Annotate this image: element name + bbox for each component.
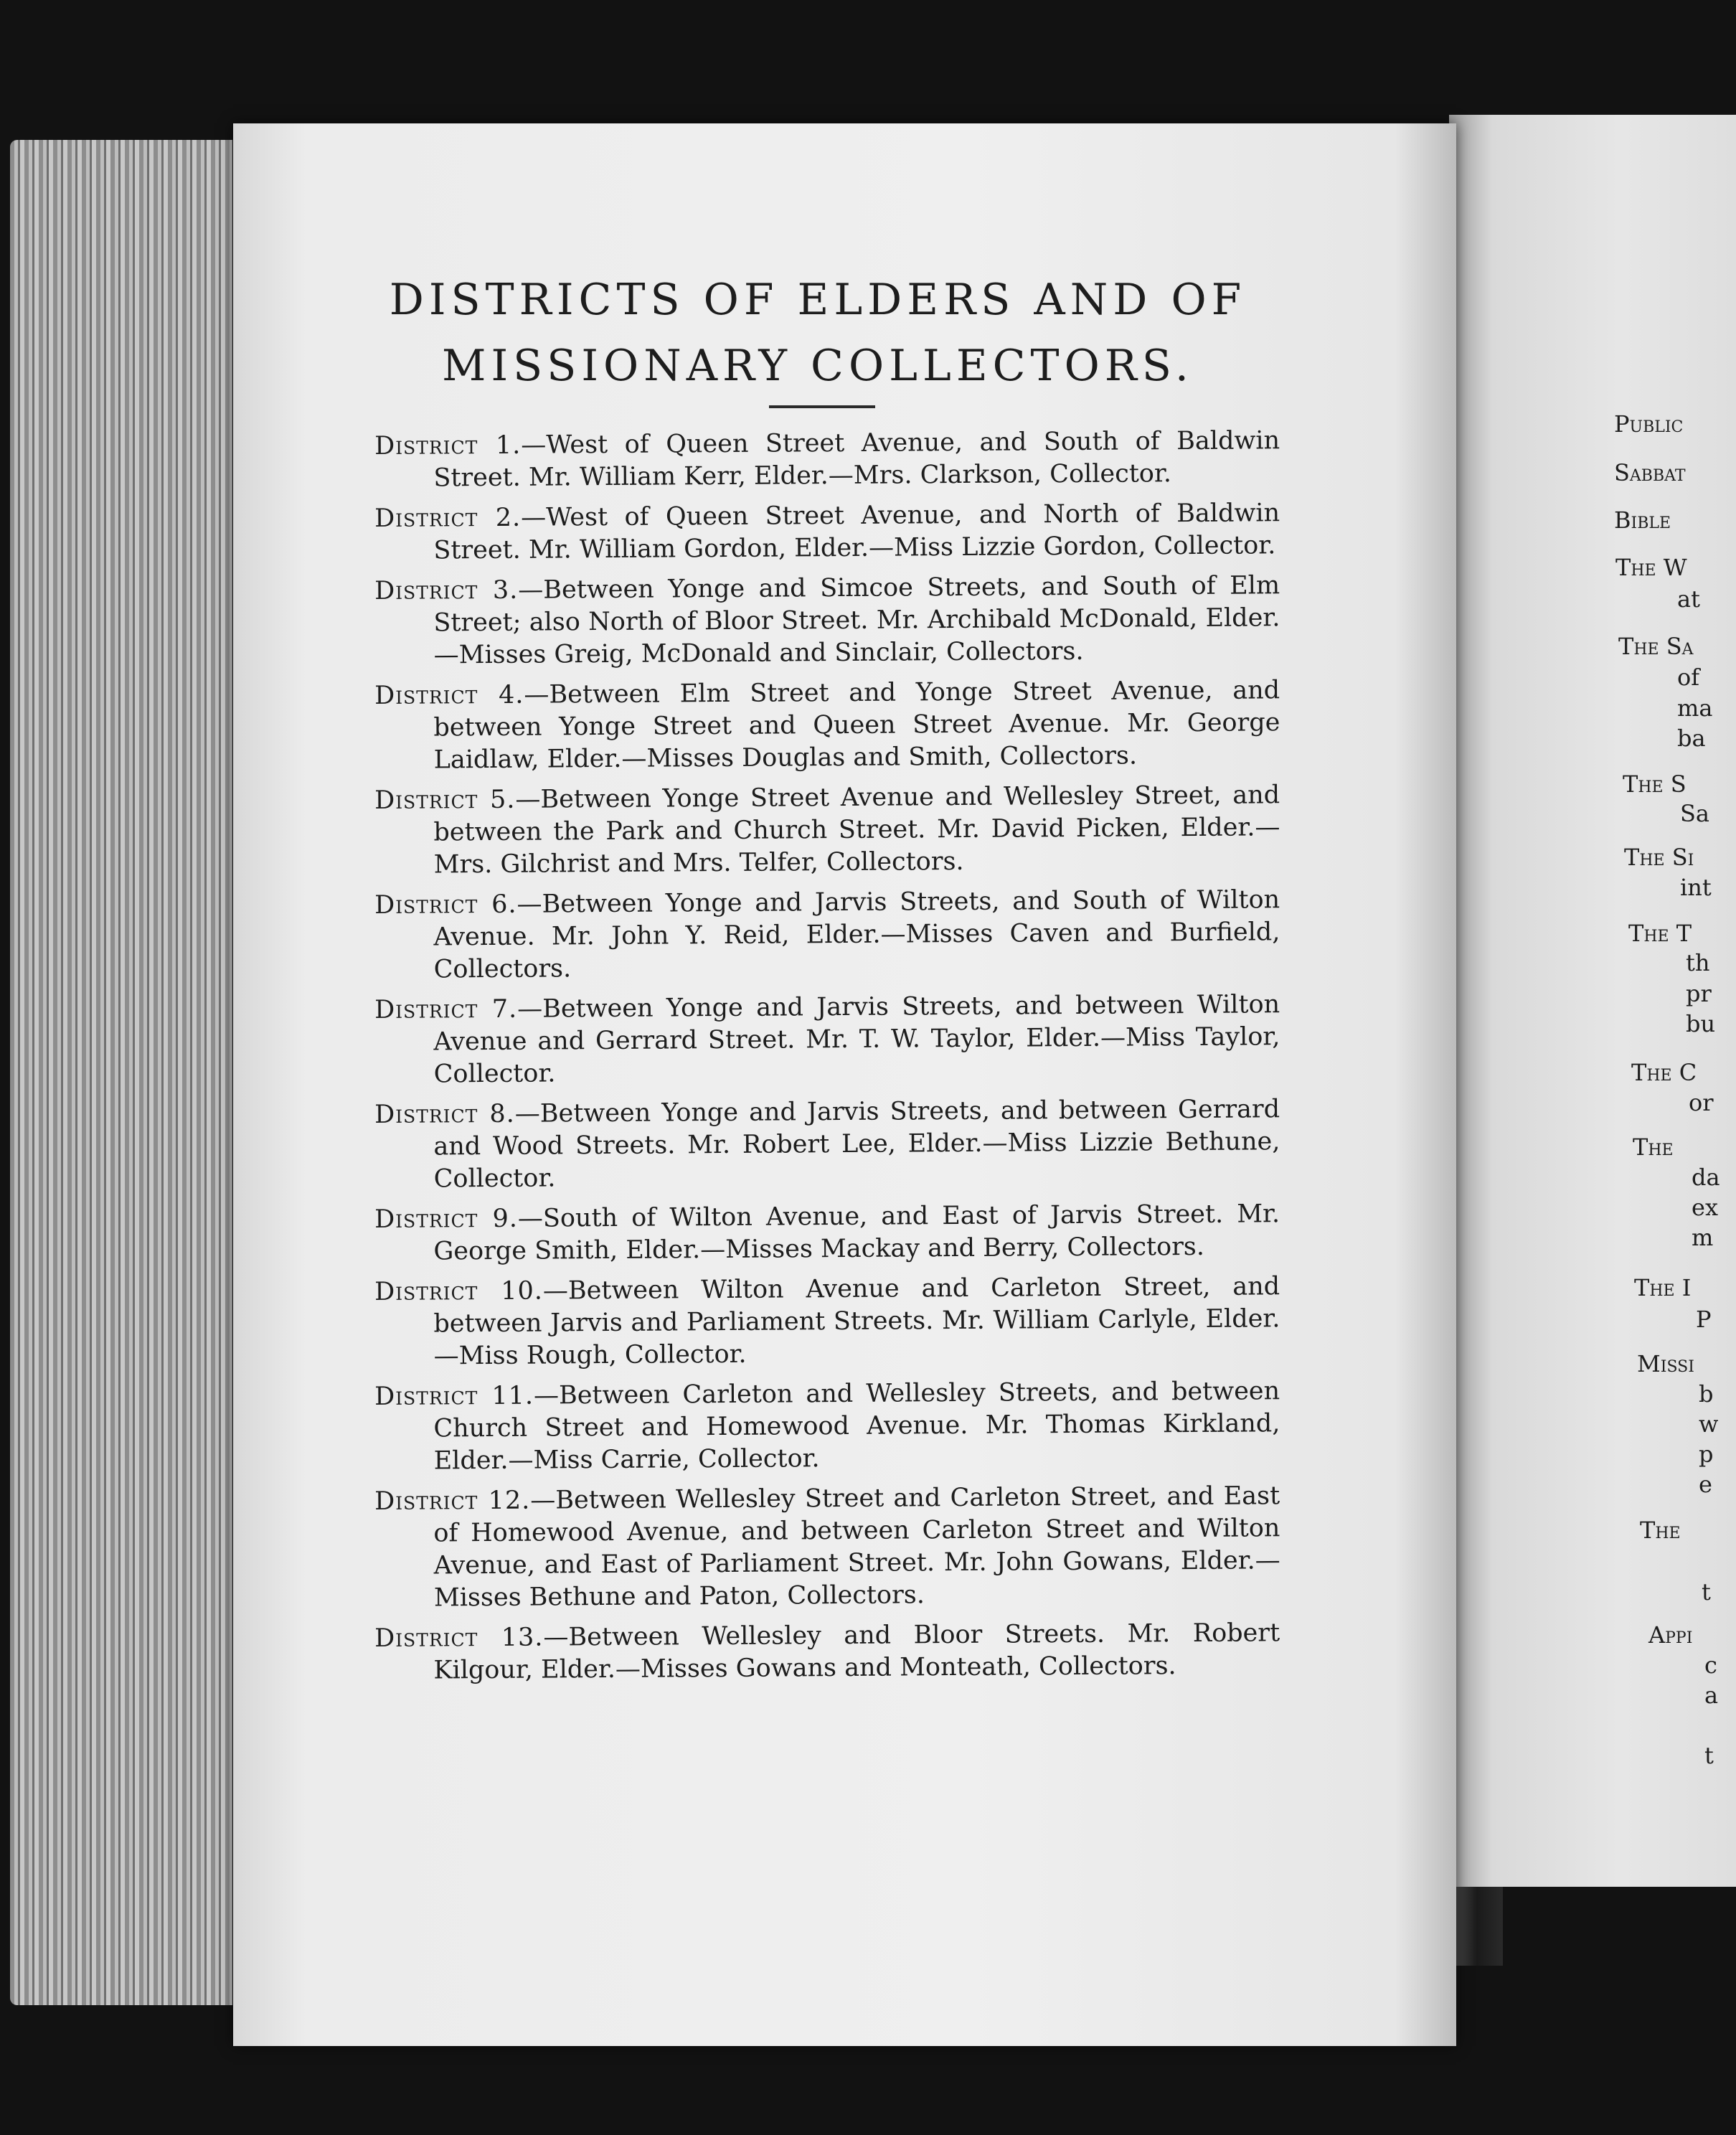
district-label: District 6. (374, 890, 517, 920)
district-label: District 7. (374, 994, 518, 1024)
district-text: —Between Wellesley Street and Carleton Street, and East of Homewood Avenue, and between Carleton Street and Wilton Avenue, and East of Parliament Street. Mr. John Gowans, Elder.—Misses Bethune and Paton, Collectors. (433, 1481, 1280, 1613)
district-label: District 13. (374, 1623, 544, 1653)
page-title (369, 267, 1266, 399)
district-label: District 2. (374, 503, 522, 533)
right-item: Missi (1637, 1350, 1694, 1377)
right-fragment: of (1677, 664, 1700, 691)
district-entry (374, 674, 1280, 777)
right-fragment: da (1692, 1164, 1720, 1191)
district-entry (374, 989, 1280, 1091)
right-fragment: m (1692, 1224, 1714, 1251)
district-entry (374, 1480, 1280, 1615)
title-rule (769, 405, 875, 408)
right-fragment: th (1686, 949, 1710, 976)
district-label: District 12. (374, 1486, 531, 1516)
right-fragment: p (1699, 1441, 1714, 1468)
right-fragment: a (1704, 1682, 1719, 1709)
district-text: —West of Queen Street Avenue, and North of Baldwin Street. Mr. William Gordon, Elder.—Miss Lizzie Gordon, Collector. (433, 499, 1280, 565)
right-fragment: int (1680, 874, 1712, 901)
right-fragment: Sa (1680, 800, 1709, 827)
right-item: The T (1628, 920, 1692, 947)
title-line-1: DISTRICTS OF ELDERS AND OF (389, 275, 1247, 325)
district-entry (374, 570, 1280, 672)
district-entry (374, 884, 1280, 986)
right-item: The (1640, 1517, 1681, 1544)
district-entry (374, 497, 1280, 567)
right-item: The Sa (1618, 633, 1694, 660)
district-label: District 9. (374, 1204, 519, 1234)
right-fragment: at (1677, 585, 1700, 613)
right-fragment: pr (1686, 980, 1712, 1007)
right-item: The I (1634, 1274, 1692, 1301)
right-page (1449, 115, 1736, 1887)
right-fragment: b (1699, 1380, 1714, 1408)
right-fragment: ba (1677, 725, 1706, 752)
right-item: The S (1623, 770, 1687, 798)
right-fragment: c (1704, 1651, 1717, 1679)
right-item: The C (1631, 1059, 1697, 1086)
right-fragment: bu (1686, 1010, 1716, 1037)
right-item: The W (1615, 554, 1687, 581)
right-item: The Si (1624, 844, 1694, 871)
right-item: The (1633, 1134, 1674, 1161)
district-entry (374, 779, 1280, 882)
right-fragment: t (1702, 1578, 1711, 1606)
district-label: District 4. (374, 680, 524, 710)
right-item: Appi (1648, 1621, 1693, 1649)
district-label: District 8. (374, 1099, 515, 1129)
right-item: Sabbat (1614, 459, 1686, 486)
district-text: —Between Yonge and Jarvis Streets, and South of Wilton Avenue. Mr. John Y. Reid, Elder.—Misses Caven and Burfield, Collectors. (433, 885, 1280, 984)
district-label: District 11. (374, 1381, 534, 1411)
right-fragment: ma (1677, 694, 1713, 722)
district-entry (374, 1271, 1280, 1373)
right-fragment: t (1704, 1742, 1714, 1769)
district-text: —Between Yonge Street Avenue and Wellesley Street, and between the Park and Church Street. Mr. David Picken, Elder.—Mrs. Gilchrist and Mrs. Telfer, Collectors. (433, 781, 1280, 880)
district-label: District 5. (374, 785, 516, 815)
right-item: Public (1614, 410, 1684, 438)
district-label: District 10. (374, 1276, 544, 1306)
district-entry (374, 1093, 1280, 1196)
district-text: —West of Queen Street Avenue, and South of Baldwin Street. Mr. William Kerr, Elder.—Mrs. Clarkson, Collector. (433, 426, 1280, 493)
title-line-2: MISSIONARY COLLECTORS. (442, 341, 1194, 391)
district-entry (374, 425, 1280, 495)
right-fragment: P (1696, 1306, 1712, 1333)
district-entry (374, 1617, 1280, 1687)
district-text: —South of Wilton Avenue, and East of Jarvis Street. Mr. George Smith, Elder.—Misses Mackay and Berry, Collectors. (433, 1200, 1280, 1266)
right-fragment: ex (1692, 1194, 1718, 1221)
right-fragment: or (1689, 1089, 1714, 1116)
district-text: —Between Wilton Avenue and Carleton Street, and between Jarvis and Parliament Streets. Mr. William Carlyle, Elder.—Miss Rough, Collector. (433, 1272, 1280, 1371)
book-page-edges (10, 140, 232, 2005)
right-item: Bible (1614, 506, 1671, 534)
district-text: —Between Carleton and Wellesley Streets, and between Church Street and Homewood Avenue. Mr. Thomas Kirkland, Elder.—Miss Carrie, Collector. (433, 1377, 1280, 1476)
district-entry (374, 1198, 1280, 1268)
district-label: District 1. (374, 430, 522, 461)
right-fragment: e (1699, 1471, 1712, 1498)
right-fragment: w (1699, 1410, 1719, 1438)
district-list (374, 426, 1280, 1695)
district-text: —Between Yonge and Jarvis Streets, and between Wilton Avenue and Gerrard Street. Mr. T. W. Taylor, Elder.—Miss Taylor, Collector. (433, 990, 1280, 1089)
district-text: —Between Yonge and Simcoe Streets, and South of Elm Street; also North of Bloor Street. Mr. Archibald McDonald, Elder.—Misses Greig, McDonald and Sinclair, Collectors. (433, 571, 1280, 670)
district-entry (374, 1375, 1280, 1478)
district-text: —Between Elm Street and Yonge Street Avenue, and between Yonge Street and Queen Street Avenue. Mr. George Laidlaw, Elder.—Misses Douglas and Smith, Collectors. (433, 676, 1280, 775)
district-text: —Between Wellesley and Bloor Streets. Mr. Robert Kilgour, Elder.—Misses Gowans and Monteath, Collectors. (433, 1618, 1280, 1685)
district-label: District 3. (374, 575, 519, 605)
district-text: —Between Yonge and Jarvis Streets, and between Gerrard and Wood Streets. Mr. Robert Lee, Elder.—Miss Lizzie Bethune, Collector. (433, 1095, 1280, 1194)
